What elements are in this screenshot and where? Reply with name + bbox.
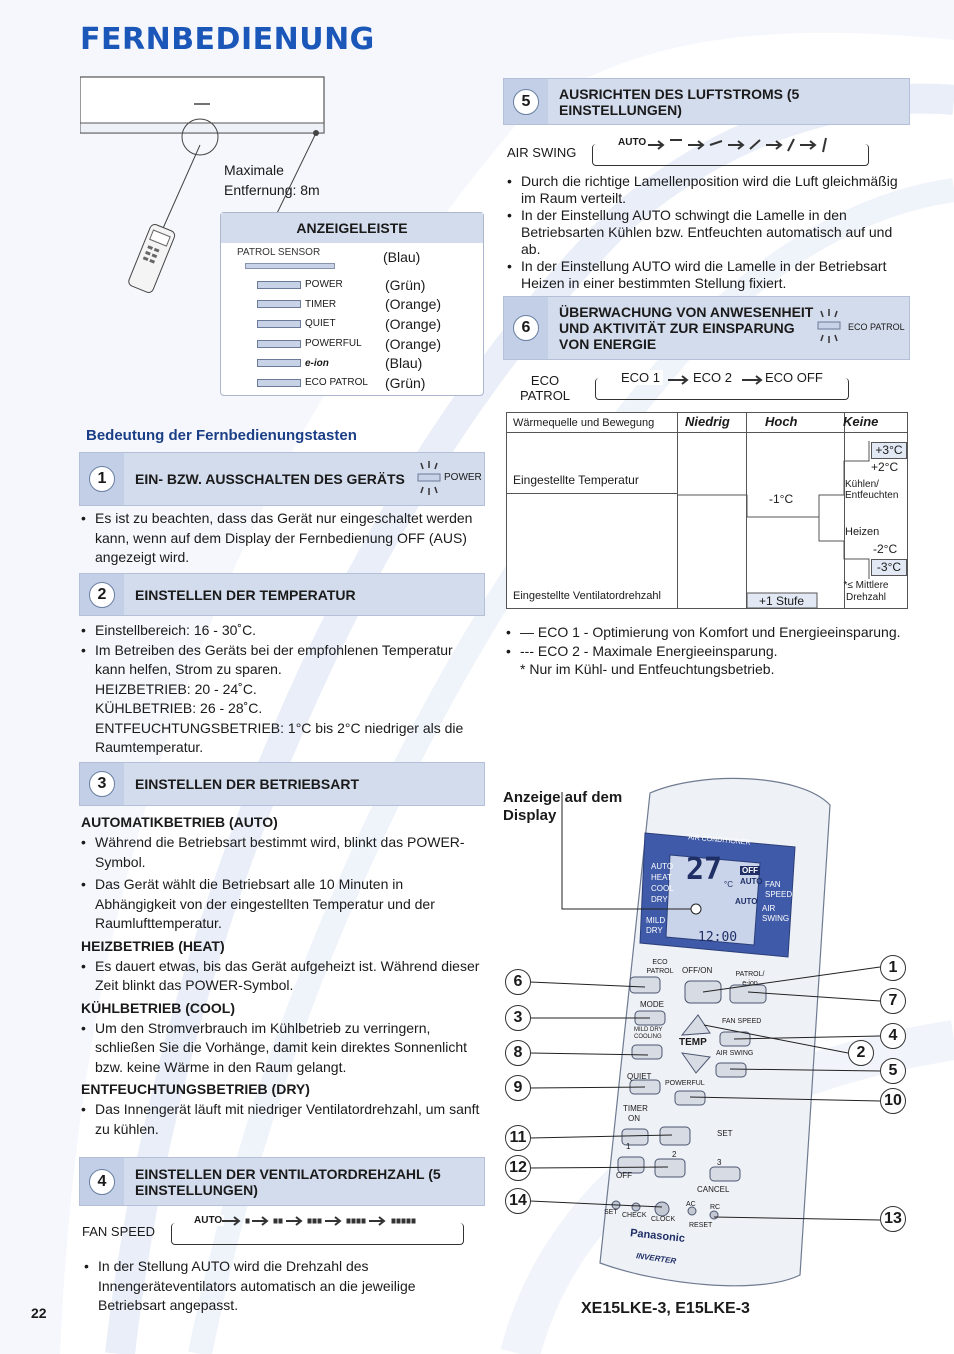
remote-modes (651, 861, 674, 905)
label-1: 1 (626, 1142, 631, 1151)
btn-reset[interactable]: RESET (689, 1222, 713, 1229)
remote-clock: 12:00 (698, 930, 738, 945)
indicator-row (257, 373, 441, 393)
btn-timer-on[interactable]: ON (628, 1114, 640, 1123)
btn-powerful[interactable]: POWERFUL (665, 1080, 705, 1087)
section-5-bullet: • In der Einstellung AUTO wird die Lamelle in der Betriebsart Heizen in einer bestimmten Stellung fixiert. (507, 258, 907, 292)
btn-timer: TIMER (623, 1104, 648, 1113)
model-number: XE15LKE-3, E15LKE-3 (581, 1300, 750, 1317)
btn-temp[interactable]: TEMP (679, 1037, 707, 1048)
fan-speed-flow-label: FAN SPEED (82, 1224, 155, 1239)
remote-mild-dry: MILD DRY (646, 916, 666, 935)
table-plus2: +2°C (871, 460, 899, 474)
indicator-row (257, 334, 441, 354)
btn-timer-off[interactable]: OFF (616, 1171, 632, 1180)
indicator-row (257, 275, 441, 295)
section-1-icon-label: POWER (444, 472, 482, 483)
section-6-number: 6 (513, 315, 539, 341)
eco-patrol-table (506, 412, 908, 609)
btn-ac[interactable]: AC (686, 1201, 696, 1208)
callout-13: 13 (880, 1206, 906, 1232)
section-3-title: EINSTELLEN DER BETRIEBSART (135, 776, 360, 792)
btn-mild-dry[interactable]: MILD DRY COOLING (634, 1027, 663, 1040)
section-4-bullet: • In der Stellung AUTO wird die Drehzahl des Innengeräteventilators automatisch an die jeweilige Betriebsart angepasst. (84, 1257, 484, 1316)
btn-rc[interactable]: RC (710, 1204, 721, 1211)
eco-flow-step-3: ECO OFF (762, 370, 826, 385)
section-5-bullet: • Durch die richtige Lamellenposition wird die Luft gleichmäßig im Raum verteilt. (507, 173, 907, 207)
callout-1: 1 (880, 955, 906, 981)
table-plus3: +3°C (871, 442, 907, 459)
remote-air-conditioner: AIR CONDITIONER (687, 834, 751, 847)
indicator-name: QUIET (305, 318, 336, 330)
remote-mode-cool: COOL (651, 884, 674, 893)
table-col-none: Keine (843, 414, 879, 429)
remote-mode-auto: AUTO (651, 862, 674, 871)
heat-mode-bullet: • Es dauert etwas, bis das Gerät aufgeheizt ist. Während dieser Zeit blinkt das POWER-Symbol. (81, 957, 485, 996)
table-cool-label: Kühlen/ Entfeuchten (845, 479, 899, 501)
btn-timer-cancel[interactable]: CANCEL (697, 1185, 730, 1194)
fan-speed-auto: AUTO (194, 1215, 223, 1226)
btn-mode[interactable]: MODE (640, 1000, 664, 1009)
indicator-lamp (257, 281, 301, 289)
section-6-bullet: • --- ECO 2 - Maximale Energieeinsparung. (506, 642, 910, 661)
table-minus3: -3°C (871, 559, 907, 576)
section-1-bullet: • Es ist zu beachten, dass das Gerät nur eingeschaltet werden kann, wenn auf dem Display der Fernbedienung OFF (AUS) angezeigt wird. (81, 509, 481, 568)
section-2-header (79, 573, 485, 616)
btn-quiet[interactable]: QUIET (627, 1072, 652, 1081)
table-heat-label: Heizen (845, 526, 880, 538)
section-3-header (79, 762, 485, 806)
indicator-color: (Orange) (385, 335, 442, 352)
indicator-panel-title: ANZEIGELEISTE (221, 213, 483, 243)
table-row-temp: Eingestellte Temperatur (513, 473, 639, 487)
remote-temp: 27 (686, 852, 723, 887)
section-3-number: 3 (89, 771, 115, 797)
table-row-heat: Wärmequelle und Bewegung (513, 417, 655, 429)
indicator-lamp (257, 379, 301, 387)
inverter-logo: INVERTER (635, 1251, 677, 1266)
section-2-bullet: • Im Betreiben des Geräts bei der empfohlenen Temperatur kann helfen, Strom zu sparen. (81, 641, 485, 680)
cool-mode-bullet: • Um den Stromverbrauch im Kühlbetrieb zu verringern, schließen Sie die Vorhänge, damit kein direktes Sonnenlicht bzw. keine Wärme in den Raum gelangt. (81, 1019, 485, 1078)
remote-temp-unit: °C (724, 880, 733, 889)
indicator-color: (Orange) (385, 315, 442, 332)
indicator-name: e-ion (305, 357, 329, 369)
table-minus1: -1°C (769, 492, 794, 506)
btn-timer-set[interactable]: SET (717, 1129, 733, 1138)
air-swing-auto: AUTO (618, 137, 647, 148)
indicator-color: (Blau) (385, 355, 423, 372)
indicator-name: ECO PATROL (305, 377, 368, 389)
section-6-icon-label: ECO PATROL (848, 322, 905, 332)
callout-7: 7 (880, 988, 906, 1014)
section-6-title: ÜBERWACHUNG VON ANWESENHEIT UND AKTIVITÄT ZUR EINSPARUNG VON ENERGIE (559, 304, 814, 352)
section-2-bullet: • Einstellbereich: 16 - 30˚C. (81, 621, 485, 641)
eco-patrol-lamp-icon (816, 307, 842, 347)
indicator-name: TIMER (305, 298, 337, 310)
callout-11: 11 (505, 1125, 531, 1151)
remote-air-swing: AIR SWING (762, 904, 790, 923)
callout-8: 8 (505, 1040, 531, 1066)
auto-mode-title: AUTOMATIKBETRIEB (AUTO) (81, 814, 278, 830)
remote-fan-speed: FAN SPEED (765, 880, 793, 899)
btn-check[interactable]: CHECK (622, 1212, 647, 1219)
callout-9: 9 (505, 1075, 531, 1101)
page-number: 22 (31, 1305, 47, 1321)
section-5-bullet: • In der Einstellung AUTO schwingt die Lamelle in den Betriebsarten Kühlen bzw. Entfeuchten automatisch auf und ab. (507, 207, 907, 258)
patrol-sensor-label: PATROL SENSOR (237, 247, 321, 258)
indicator-color: (Orange) (385, 296, 442, 313)
cool-mode-title: KÜHLBETRIEB (COOL) (81, 999, 235, 1016)
section-2-number: 2 (89, 582, 115, 608)
buttons-heading: Bedeutung der Fernbedienungstasten (86, 427, 357, 444)
section-4-number: 4 (89, 1169, 115, 1195)
dry-range: ENTFEUCHTUNGSBETRIEB: 1°C bis 2°C niedriger als die Raumtemperatur. (95, 719, 464, 755)
btn-eco-patrol[interactable]: ECO PATROL (646, 959, 674, 975)
eco-flow-step-1: ECO 1 (618, 370, 663, 385)
remote-mode-heat: HEAT (651, 873, 672, 882)
section-5-title: AUSRICHTEN DES LUFTSTROMS (5 EINSTELLUNGEN) (559, 85, 800, 118)
callout-5: 5 (880, 1058, 906, 1084)
callout-4: 4 (880, 1023, 906, 1049)
indicator-lamp (257, 320, 301, 328)
btn-patrol-eion[interactable]: PATROL/ e-ion (735, 971, 765, 987)
label-3: 3 (717, 1158, 722, 1167)
fan-speed-steps-icon (222, 1213, 448, 1229)
section-2-title: EINSTELLEN DER TEMPERATUR (135, 586, 356, 603)
indicator-row (257, 295, 441, 315)
btn-clock[interactable]: CLOCK (651, 1216, 676, 1223)
section-1-number: 1 (89, 466, 115, 492)
callout-12: 12 (505, 1155, 531, 1181)
indicator-lamp (257, 300, 301, 308)
air-swing-flow-label: AIR SWING (507, 145, 577, 160)
callout-2: 2 (848, 1040, 874, 1066)
indicator-color: (Grün) (385, 276, 426, 293)
section-5-number: 5 (513, 89, 539, 115)
power-lamp-icon (416, 459, 442, 499)
btn-off-on[interactable]: OFF/ON (682, 966, 713, 975)
eco-patrol-flow-label: ECO PATROL (519, 373, 571, 403)
table-col-high: Hoch (765, 414, 798, 429)
eco-flow-step-2: ECO 2 (690, 370, 735, 385)
callout-6: 6 (505, 969, 531, 995)
indicator-name: POWER (305, 279, 343, 291)
dry-mode-title: ENTFEUCHTUNGSBETRIEB (DRY) (81, 1081, 310, 1097)
section-4-header (79, 1157, 485, 1206)
table-row-fan: Eingestellte Ventilatordrehzahl (513, 590, 661, 602)
indicator-row (257, 314, 441, 334)
display-label: Anzeige auf dem Display (503, 789, 623, 824)
callout-3: 3 (505, 1005, 531, 1031)
section-6-note: * Nur im Kühl- und Entfeuchtungsbetrieb. (520, 661, 775, 677)
indicator-name: POWERFUL (305, 338, 362, 350)
section-6-bullet: • — ECO 1 - Optimierung von Komfort und Energieeinsparung. (506, 623, 910, 642)
heat-range: HEIZBETRIEB: 20 - 24˚C. (95, 680, 257, 697)
auto-mode-bullet: • Während die Betriebsart bestimmt wird, blinkt das POWER-Symbol. (81, 833, 485, 872)
indicator-row (257, 353, 441, 373)
brand-logo: Panasonic (629, 1227, 686, 1245)
dry-mode-bullet: • Das Innengerät läuft mit niedriger Ventilatordrehzahl, um sanft zu kühlen. (81, 1100, 485, 1139)
table-fan-plus1: +1 Stufe (759, 594, 805, 608)
section-5-header (503, 78, 910, 125)
auto-mode-bullet: • Das Gerät wählt die Betriebsart alle 10 Minuten in Abhängigkeit von der eingestellten Temperatur und der Raumlufttemperatur. (81, 875, 485, 934)
indicator-color: (Grün) (385, 374, 426, 391)
eco-flow-arrows-icon (668, 373, 768, 387)
section-1-title: EIN- BZW. AUSSCHALTEN DES GERÄTS (135, 471, 405, 487)
remote-auto: AUTO (740, 877, 763, 886)
table-fan-mid: *≤ Mittlere Drehzahl (843, 580, 889, 603)
section-1-header (79, 452, 485, 506)
indicator-lamp (257, 340, 301, 348)
indicator-lamp (257, 359, 301, 367)
btn-set[interactable]: SET (604, 1209, 618, 1216)
table-col-low: Niedrig (685, 414, 730, 429)
patrol-sensor-color: (Blau) (383, 249, 421, 265)
remote-off: OFF (742, 866, 758, 875)
remote-auto2: AUTO (735, 897, 758, 906)
remote-mode-dry: DRY (651, 895, 668, 904)
indicator-panel (220, 212, 484, 396)
callout-10: 10 (880, 1088, 906, 1114)
label-2: 2 (672, 1150, 677, 1159)
table-minus2: -2°C (873, 542, 898, 556)
section-4-title: EINSTELLEN DER VENTILATORDREHZAHL (5 EINSTELLUNGEN) (135, 1165, 441, 1198)
distance-label: Maximale Entfernung: 8m (224, 162, 320, 198)
page-title: FERNBEDIENUNG (80, 22, 375, 57)
cool-range: KÜHLBETRIEB: 26 - 28˚C. (95, 700, 263, 716)
heat-mode-title: HEIZBETRIEB (HEAT) (81, 937, 225, 954)
section-6-header (503, 296, 910, 360)
btn-air-swing[interactable]: AIR SWING (716, 1050, 754, 1057)
patrol-sensor-bar (245, 263, 335, 269)
air-swing-steps-icon (648, 134, 858, 156)
callout-14: 14 (505, 1188, 531, 1214)
btn-fan-speed[interactable]: FAN SPEED (722, 1018, 762, 1025)
